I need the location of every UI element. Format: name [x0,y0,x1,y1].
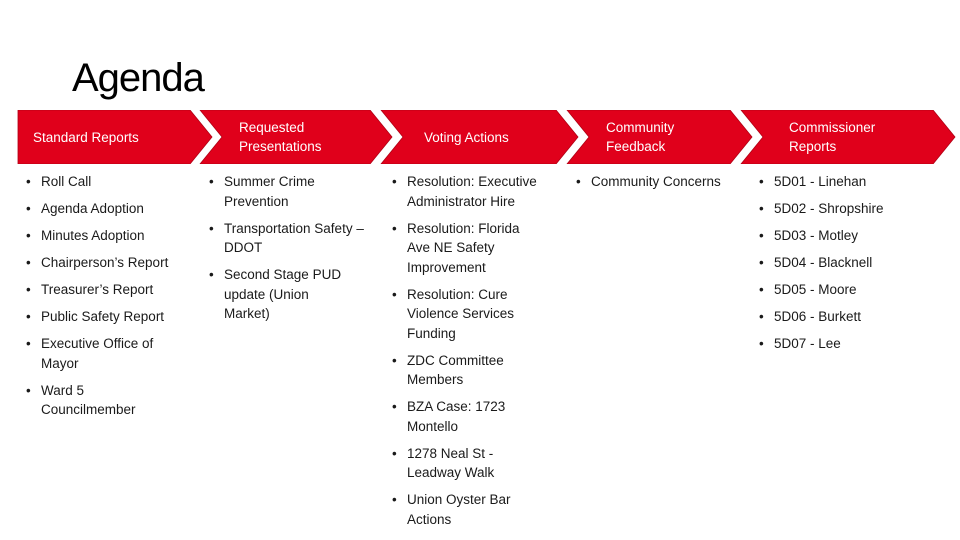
voting-actions-list [392,172,562,537]
list-item: • Minutes Adoption [26,226,184,246]
header-line: Community [606,120,675,135]
header-commissioner-reports [789,118,875,156]
list-item: • 5D05 - Moore [759,280,939,300]
header-standard-reports [33,128,139,147]
requested-presentations-list [209,172,374,331]
list-item: • Resolution: Florida Ave NE Safety Improvement [392,219,535,278]
standard-reports-list [26,172,184,427]
header-line: Requested [239,120,305,135]
list-item: • ZDC Committee Members [392,351,519,390]
list-item: • Roll Call [26,172,184,192]
list-item: • Resolution: Cure Violence Services Funding [392,285,537,344]
list-item: • 5D04 - Blacknell [759,253,939,273]
header-line: Presentations [239,139,322,154]
header-voting-actions [424,128,509,147]
list-item: • 5D07 - Lee [759,334,939,354]
header-line: Commissioner [789,120,876,135]
page-title: Agenda [72,56,204,100]
list-item: • 5D03 - Motley [759,226,939,246]
list-item: • BZA Case: 1723 Montello [392,397,527,436]
list-item: • 1278 Neal St - Leadway Walk [392,444,515,483]
list-item: • Resolution: Executive Administrator Hire [392,172,562,211]
header-line: Reports [789,139,837,154]
header-community-feedback [606,118,674,156]
list-item: • Ward 5 Councilmember [26,381,159,420]
list-item: • Community Concerns [576,172,746,192]
list-item: • Second Stage PUD update (Union Market) [209,265,344,324]
list-item: • Agenda Adoption [26,199,184,219]
community-feedback-list [576,172,746,199]
list-item: • Union Oyster Bar Actions [392,490,527,529]
commissioner-reports-list [759,172,939,361]
list-item: • Executive Office of Mayor [26,334,169,373]
list-item: • Chairperson’s Report [26,253,184,273]
list-item: • Public Safety Report [26,307,184,327]
header-requested-presentations [239,118,322,156]
list-item: • 5D02 - Shropshire [759,199,939,219]
list-item: • Treasurer’s Report [26,280,184,300]
list-item: • Transportation Safety – DDOT [209,219,374,258]
header-line: Feedback [606,139,666,154]
list-item: • 5D06 - Burkett [759,307,939,327]
list-item: • 5D01 - Linehan [759,172,939,192]
header-line: Standard Reports [33,130,139,145]
header-line: Voting Actions [424,130,509,145]
list-item: • Summer Crime Prevention [209,172,336,211]
